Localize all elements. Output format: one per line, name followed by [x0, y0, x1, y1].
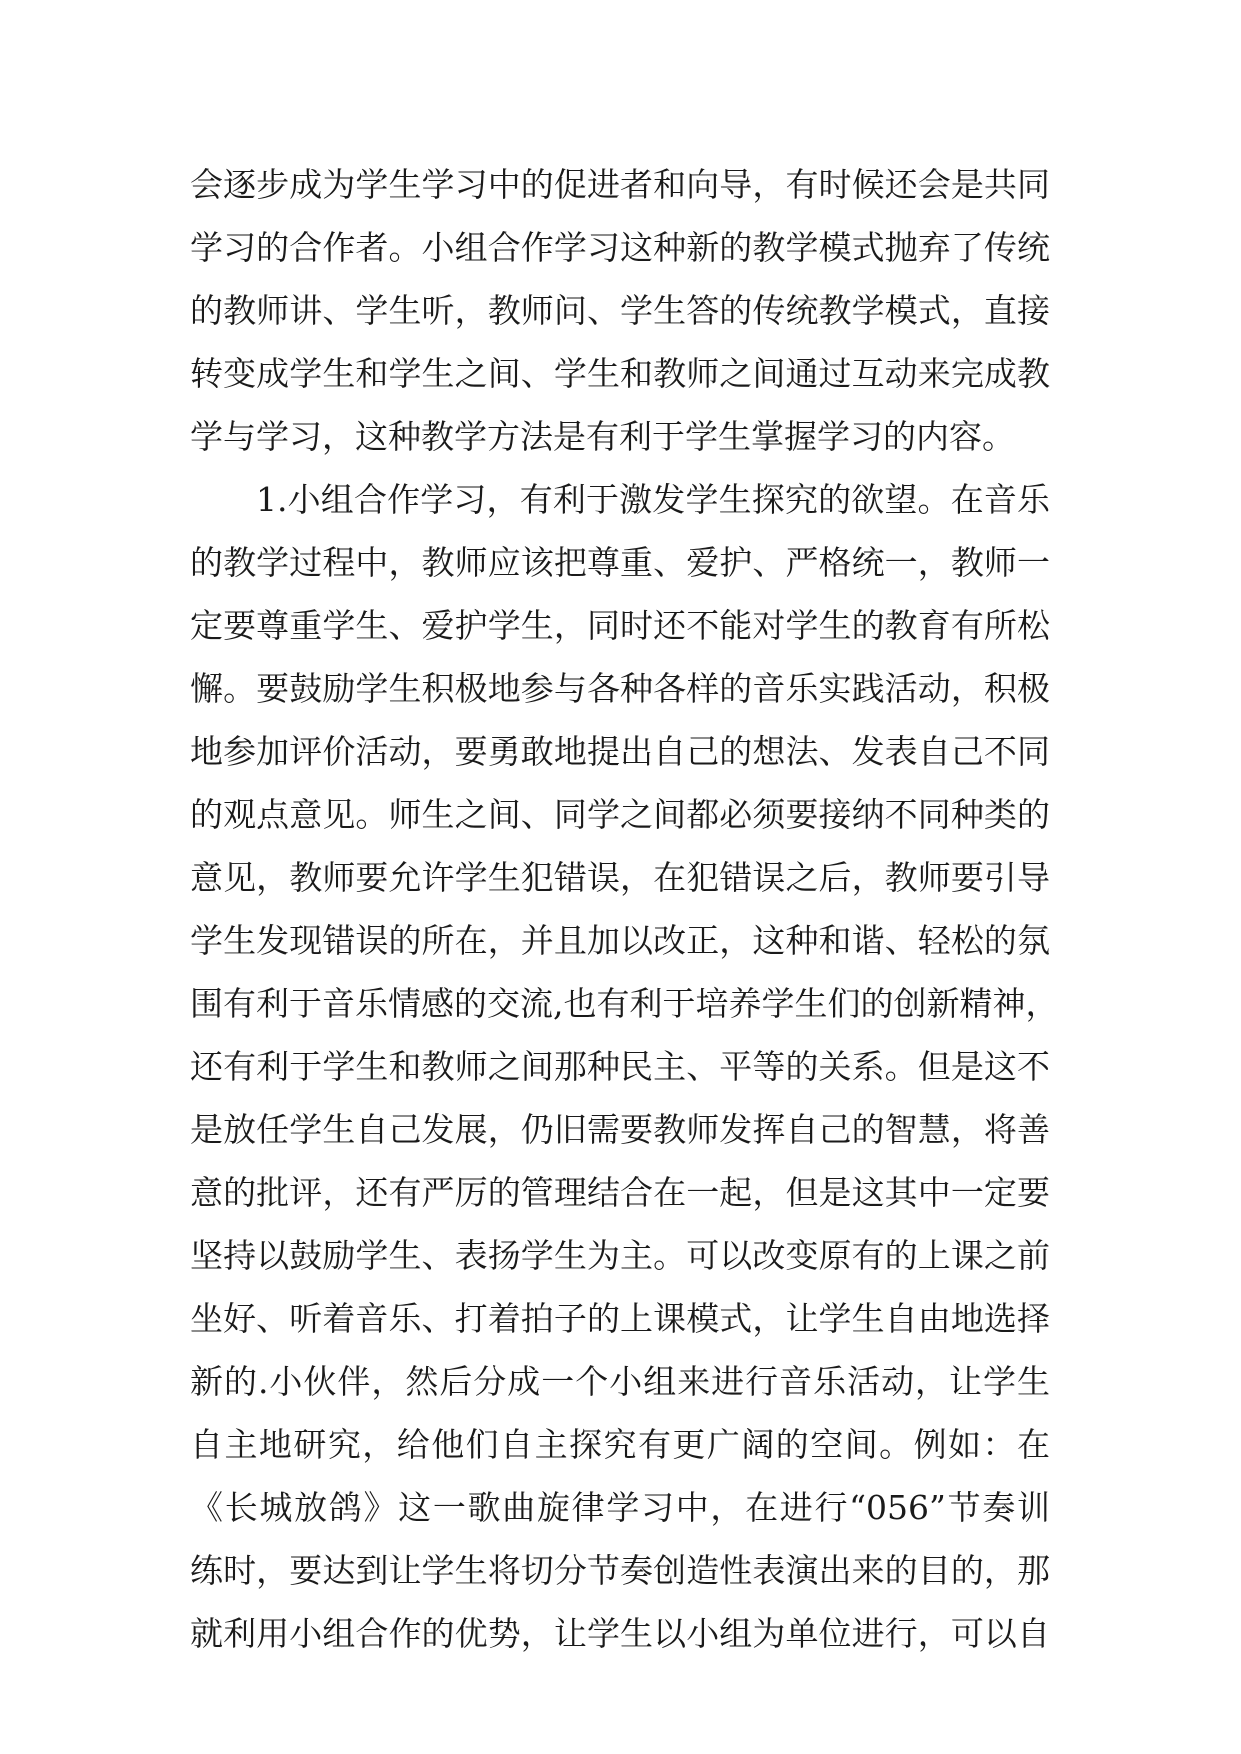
- text-line: 学习的合作者。小组合作学习这种新的教学模式抛弃了传统: [190, 228, 1050, 267]
- text-line: 的观点意见。师生之间、同学之间都必须要接纳不同种类的: [190, 795, 1050, 834]
- text-line: 学生发现错误的所在，并且加以改正，这种和谐、轻松的氛: [190, 921, 1050, 960]
- text-line: 的教师讲、学生听，教师问、学生答的传统教学模式，直接: [190, 291, 1050, 330]
- text-line: 意见，教师要允许学生犯错误，在犯错误之后，教师要引导: [190, 858, 1050, 897]
- text-line: 转变成学生和学生之间、学生和教师之间通过互动来完成教: [190, 354, 1050, 393]
- text-line: 新的.小伙伴，然后分成一个小组来进行音乐活动，让学生: [190, 1362, 1050, 1401]
- text-line: 地参加评价活动，要勇敢地提出自己的想法、发表自己不同: [190, 732, 1050, 771]
- text-line: 意的批评，还有严厉的管理结合在一起，但是这其中一定要: [190, 1173, 1050, 1212]
- text-line: 会逐步成为学生学习中的促进者和向导，有时候还会是共同: [190, 165, 1050, 204]
- text-line: 的教学过程中，教师应该把尊重、爱护、严格统一，教师一: [190, 543, 1050, 582]
- text-line: 围有利于音乐情感的交流,也有利于培养学生们的创新精神，: [190, 984, 1059, 1023]
- text-line: 《长城放鸽》这一歌曲旋律学习中，在进行“056”节奏训: [190, 1488, 1050, 1527]
- text-line: 定要尊重学生、爱护学生，同时还不能对学生的教育有所松: [190, 606, 1050, 645]
- text-line: 还有利于学生和教师之间那种民主、平等的关系。但是这不: [190, 1047, 1050, 1086]
- text-line: 练时，要达到让学生将切分节奏创造性表演出来的目的，那: [190, 1551, 1050, 1590]
- text-line: 自主地研究，给他们自主探究有更广阔的空间。例如：在: [190, 1425, 1050, 1464]
- body-text: [190, 153, 1059, 1665]
- text-line: 是放任学生自己发展，仍旧需要教师发挥自己的智慧，将善: [190, 1110, 1050, 1149]
- text-line: 坚持以鼓励学生、表扬学生为主。可以改变原有的上课之前: [190, 1236, 1050, 1275]
- text-line: 懈。要鼓励学生积极地参与各种各样的音乐实践活动，积极: [190, 669, 1050, 708]
- text-line: 就利用小组合作的优势，让学生以小组为单位进行，可以自: [190, 1614, 1050, 1653]
- text-line: 学与学习，这种教学方法是有利于学生掌握学习的内容。: [190, 417, 1015, 456]
- text-line: 1.小组合作学习，有利于激发学生探究的欲望。在音乐: [256, 480, 1050, 519]
- text-line: 坐好、听着音乐、打着拍子的上课模式，让学生自由地选择: [190, 1299, 1050, 1338]
